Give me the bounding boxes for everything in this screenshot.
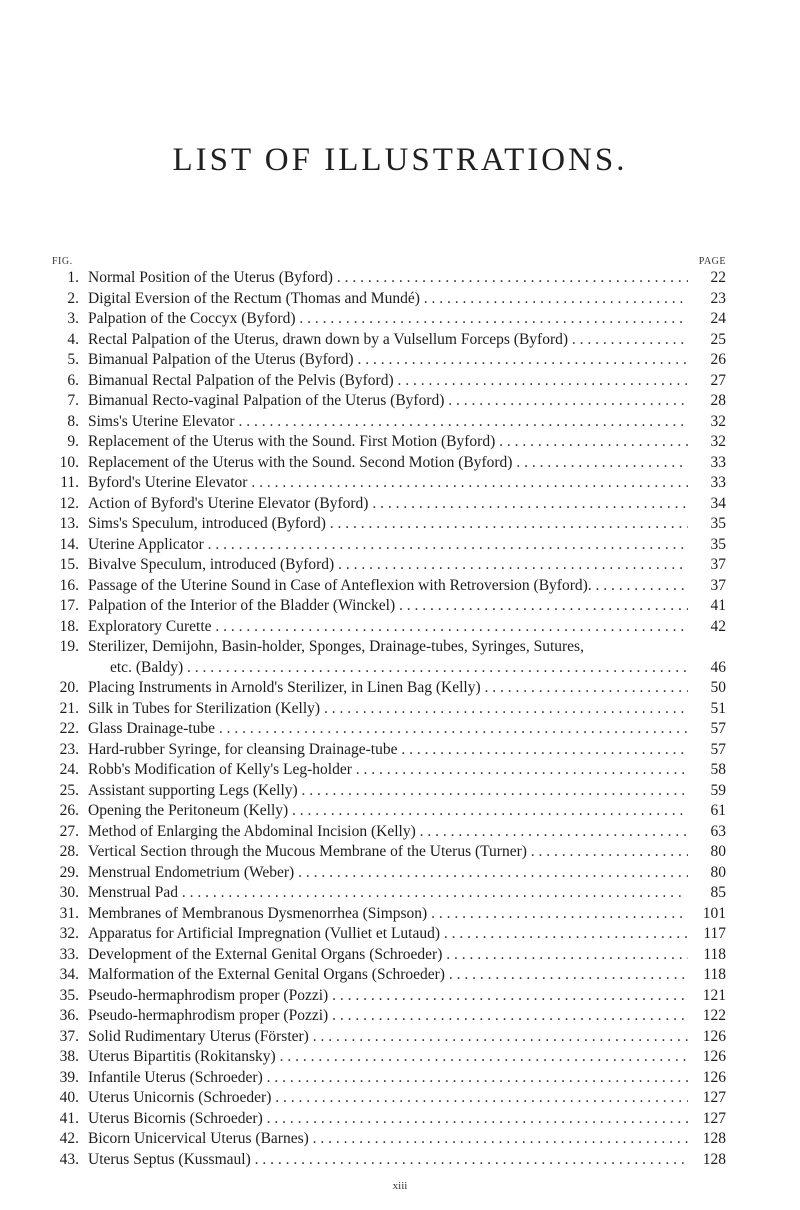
figure-title-text: Uterine Applicator — [88, 535, 204, 553]
figure-number: 23. — [59, 740, 79, 758]
dot-leader — [394, 372, 726, 389]
figure-title — [88, 1027, 726, 1048]
list-item — [0, 371, 800, 392]
page-ref: 128 — [688, 1150, 726, 1171]
list-item — [0, 617, 800, 638]
dot-leader — [333, 269, 726, 286]
list-item — [0, 904, 800, 925]
figure-number: 40. — [59, 1089, 79, 1106]
page-ref: 117 — [688, 924, 726, 945]
dot-leader — [251, 1151, 726, 1168]
figure-number: 34. — [59, 966, 79, 983]
figure-title-text: Placing Instruments in Arnold's Sterilizer, in Linen Bag (Kelly) — [88, 679, 481, 696]
figure-number: 37. — [59, 1027, 79, 1045]
page-ref: 32 — [688, 432, 726, 453]
dot-leader — [295, 310, 726, 327]
figure-title — [88, 740, 726, 761]
dot-leader — [263, 1110, 726, 1127]
figure-title-text: Malformation of the External Genital Organs (Schroeder) — [88, 966, 445, 983]
list-item — [0, 1088, 800, 1109]
list-item — [0, 268, 800, 289]
page-ref: 41 — [688, 596, 726, 617]
dot-leader — [397, 741, 726, 758]
dot-leader — [352, 761, 726, 778]
figure-number: 36. — [59, 1007, 79, 1024]
figure-title — [88, 719, 726, 740]
page-ref: 118 — [688, 965, 726, 986]
figure-title — [88, 494, 726, 515]
page-ref: 61 — [688, 801, 726, 822]
figure-number: 19. — [59, 638, 79, 655]
figure-title-text: Solid Rudimentary Uterus (Förster) — [88, 1027, 309, 1045]
figure-number: 31. — [59, 904, 79, 922]
figure-title — [88, 514, 726, 535]
figure-number: 28. — [59, 843, 79, 860]
page-ref: 57 — [688, 719, 726, 740]
figure-number: 16. — [59, 576, 79, 594]
figure-title — [88, 1088, 726, 1109]
figure-title-text: Apparatus for Artificial Impregnation (Vulliet et Lutaud) — [88, 925, 441, 942]
page-ref: 26 — [688, 350, 726, 371]
page-column-header: PAGE — [698, 256, 726, 267]
figure-title — [88, 350, 726, 371]
page-ref: 42 — [688, 617, 726, 638]
list-item — [0, 309, 800, 330]
figure-number: 17. — [59, 597, 79, 614]
figure-number: 35. — [59, 986, 79, 1004]
figure-title-line-1: Sterilizer, Demijohn, Basin-holder, Sponges, Drainage-tubes, Syringes, Sutures, — [88, 638, 584, 655]
figure-title — [88, 309, 726, 330]
figure-title-text: Normal Position of the Uterus (Byford) — [88, 269, 333, 286]
figure-number: 10. — [59, 453, 79, 471]
figure-title-text: Uterus Bipartitis (Rokitansky) — [88, 1048, 276, 1065]
figure-title — [88, 432, 726, 453]
dot-leader — [183, 659, 687, 676]
figure-number: 26. — [59, 802, 79, 819]
list-item — [0, 555, 800, 576]
figure-title — [88, 1068, 726, 1089]
page-ref: 37 — [688, 555, 726, 576]
dot-leader — [416, 823, 726, 840]
figure-number: 3. — [67, 310, 79, 327]
figure-number: 15. — [59, 556, 79, 573]
figure-title-text: Exploratory Curette — [88, 617, 212, 635]
figure-title — [88, 576, 726, 597]
figure-title — [88, 760, 726, 781]
dot-leader — [178, 884, 682, 901]
figure-number: 9. — [67, 433, 79, 450]
figure-title-text: Menstrual Pad — [88, 884, 178, 901]
list-item — [0, 678, 800, 699]
page-ref: 25 — [688, 330, 726, 351]
figure-title — [88, 924, 726, 945]
figure-number: 20. — [59, 679, 79, 696]
list-item — [0, 576, 800, 597]
dot-leader — [215, 720, 719, 737]
figure-number: 6. — [67, 371, 79, 389]
list-item — [0, 760, 800, 781]
dot-leader — [309, 1028, 726, 1045]
page-ref: 37 — [688, 576, 726, 597]
page-ref: 63 — [688, 822, 726, 843]
figure-title-text: Digital Eversion of the Rectum (Thomas and Mundé) — [88, 289, 420, 307]
figure-title-text: Uterus Septus (Kussmaul) — [88, 1150, 251, 1168]
page-ref: 51 — [688, 699, 726, 720]
figure-title-text: Passage of the Uterine Sound in Case of Anteflexion with Retroversion (Byford). — [88, 576, 592, 594]
figure-title — [88, 473, 726, 494]
dot-leader — [395, 597, 726, 614]
figure-number: 5. — [67, 351, 79, 368]
list-item — [0, 863, 800, 884]
list-item — [0, 781, 800, 802]
dot-leader — [334, 556, 726, 573]
figure-title-text: Silk in Tubes for Sterilization (Kelly) — [88, 699, 321, 717]
figure-title-text: Sims's Speculum, introduced (Byford) — [88, 515, 326, 532]
list-item — [0, 596, 800, 617]
dot-leader — [442, 946, 726, 963]
list-item — [0, 412, 800, 433]
list-item — [0, 1068, 800, 1089]
figure-number: 14. — [59, 535, 79, 553]
page-ref: 127 — [688, 1088, 726, 1109]
page-ref: 35 — [688, 514, 726, 535]
figure-number: 12. — [59, 494, 79, 512]
figure-number: 43. — [59, 1150, 79, 1168]
figure-title — [88, 330, 726, 351]
page-ref: 24 — [688, 309, 726, 330]
list-item — [0, 473, 800, 494]
figure-title — [88, 268, 726, 289]
figure-title — [88, 842, 726, 863]
page-ref: 85 — [688, 883, 726, 904]
figure-title-text: Glass Drainage-tube — [88, 720, 215, 737]
list-item — [0, 1129, 800, 1150]
figure-title — [88, 1006, 726, 1027]
figure-title-text: Palpation of the Coccyx (Byford) — [88, 310, 296, 327]
page-ref: 28 — [688, 391, 726, 412]
dot-leader — [309, 1130, 726, 1147]
page-ref: 23 — [688, 289, 726, 310]
dot-leader — [298, 782, 726, 799]
dot-leader — [427, 905, 726, 922]
figure-number: 13. — [59, 515, 79, 532]
page-ref: 50 — [688, 678, 726, 699]
figure-title — [88, 1047, 726, 1068]
list-item — [0, 719, 800, 740]
illustrations-list — [0, 268, 800, 1170]
page-ref: 101 — [688, 904, 726, 925]
page-ref: 127 — [688, 1109, 726, 1130]
dot-leader — [212, 618, 716, 635]
page-ref: 27 — [688, 371, 726, 392]
page-ref: 126 — [688, 1027, 726, 1048]
figure-title — [88, 822, 726, 843]
list-item — [0, 1109, 800, 1130]
figure-number: 4. — [67, 330, 79, 348]
figure-title-text: Menstrual Endometrium (Weber) — [88, 863, 295, 881]
page-ref: 57 — [688, 740, 726, 761]
dot-leader — [354, 351, 726, 368]
page-title: LIST OF ILLUSTRATIONS. — [172, 142, 628, 178]
list-item — [0, 637, 800, 678]
figure-title — [88, 391, 726, 412]
figure-title — [88, 555, 726, 576]
list-item — [0, 432, 800, 453]
figure-number: 32. — [59, 925, 79, 942]
list-item — [0, 924, 800, 945]
page-ref: 121 — [688, 986, 726, 1007]
page-ref: 80 — [688, 842, 726, 863]
figure-number: 8. — [67, 412, 79, 430]
page-ref: 126 — [688, 1047, 726, 1068]
dot-leader — [444, 392, 726, 409]
figure-title — [88, 596, 726, 617]
figure-title-text: Palpation of the Interior of the Bladder (Winckel) — [88, 597, 396, 614]
figure-title — [88, 1150, 726, 1171]
dot-leader — [204, 536, 708, 553]
figure-title-text: Bimanual Rectal Palpation of the Pelvis (Byford) — [88, 371, 394, 389]
page-ref: 46 — [688, 658, 726, 679]
figure-title-text: Membranes of Membranous Dysmenorrhea (Simpson) — [88, 904, 428, 922]
list-item — [0, 699, 800, 720]
figure-number: 11. — [60, 474, 79, 491]
figure-title-text: Pseudo-hermaphrodism proper (Pozzi) — [88, 986, 329, 1004]
figure-title — [88, 1109, 726, 1130]
dot-leader — [445, 966, 726, 983]
figure-title-text: Byford's Uterine Elevator — [88, 474, 248, 491]
page-ref: 33 — [688, 473, 726, 494]
page-ref: 118 — [688, 945, 726, 966]
figure-number: 39. — [59, 1068, 79, 1086]
figure-title-text: Robb's Modification of Kelly's Leg-holder — [88, 761, 352, 778]
list-item — [0, 986, 800, 1007]
dot-leader — [368, 495, 726, 512]
figure-title — [88, 678, 726, 699]
dot-leader — [288, 802, 726, 819]
list-item — [0, 1027, 800, 1048]
figure-number: 38. — [59, 1048, 79, 1065]
fig-column-header: FIG. — [52, 256, 73, 267]
dot-leader — [420, 290, 726, 307]
dot-leader — [247, 474, 726, 491]
dot-leader — [328, 1007, 726, 1024]
list-item — [0, 453, 800, 474]
figure-title — [88, 453, 726, 474]
figure-number: 25. — [59, 781, 79, 799]
figure-title-text: Development of the External Genital Organs (Schroeder) — [88, 945, 443, 963]
figure-title-text: Bimanual Palpation of the Uterus (Byford) — [88, 351, 354, 368]
figure-title — [88, 781, 726, 802]
list-item — [0, 350, 800, 371]
dot-leader — [294, 864, 726, 881]
figure-title-text: Uterus Unicornis (Schroeder) — [88, 1089, 272, 1106]
dot-leader — [263, 1069, 726, 1086]
figure-title-line-2: etc. (Baldy) — [110, 658, 184, 676]
figure-title — [88, 883, 726, 904]
figure-title-text: Replacement of the Uterus with the Sound. First Motion (Byford) — [88, 433, 496, 450]
figure-number: 22. — [59, 720, 79, 737]
figure-title — [88, 535, 726, 556]
list-item — [0, 965, 800, 986]
list-item — [0, 1006, 800, 1027]
dot-leader — [320, 700, 726, 717]
figure-title — [88, 699, 726, 720]
figure-title — [88, 863, 726, 884]
dot-leader — [271, 1089, 726, 1106]
list-item — [0, 391, 800, 412]
figure-number: 7. — [67, 392, 79, 409]
figure-title-text: Hard-rubber Syringe, for cleansing Drainage-tube — [88, 740, 398, 758]
figure-title-text: Uterus Bicornis (Schroeder) — [88, 1109, 263, 1127]
list-item — [0, 330, 800, 351]
figure-title-text: Vertical Section through the Mucous Membrane of the Uterus (Turner) — [88, 843, 527, 860]
figure-title-text: Action of Byford's Uterine Elevator (Byford) — [88, 494, 369, 512]
figure-title — [88, 945, 726, 966]
figure-title-text: Bivalve Speculum, introduced (Byford) — [88, 556, 335, 573]
figure-title-text: Bicorn Unicervical Uterus (Barnes) — [88, 1130, 309, 1147]
figure-number: 18. — [59, 617, 79, 635]
list-item — [0, 883, 800, 904]
figure-title-text: Opening the Peritoneum (Kelly) — [88, 802, 289, 819]
figure-title — [88, 637, 726, 678]
figure-title — [88, 965, 726, 986]
page-ref: 32 — [688, 412, 726, 433]
page-ref: 22 — [688, 268, 726, 289]
figure-title — [88, 904, 726, 925]
page-number: xiii — [392, 1180, 408, 1192]
list-item — [0, 1150, 800, 1171]
list-item — [0, 740, 800, 761]
figure-number: 41. — [59, 1109, 79, 1127]
figure-number: 21. — [59, 699, 79, 717]
figure-title-text: Bimanual Recto-vaginal Palpation of the Uterus (Byford) — [88, 392, 445, 409]
figure-title — [88, 801, 726, 822]
figure-title — [88, 986, 726, 1007]
figure-title — [88, 412, 726, 433]
figure-number: 29. — [59, 863, 79, 881]
figure-title-text: Assistant supporting Legs (Kelly) — [88, 781, 298, 799]
list-item — [0, 514, 800, 535]
figure-number: 27. — [59, 822, 79, 840]
list-item — [0, 1047, 800, 1068]
figure-title — [88, 1129, 726, 1150]
figure-number: 24. — [59, 761, 79, 778]
list-item — [0, 945, 800, 966]
figure-title-text: Pseudo-hermaphrodism proper (Pozzi) — [88, 1007, 329, 1024]
figure-number: 33. — [59, 945, 79, 963]
figure-title — [88, 617, 726, 638]
list-item — [0, 289, 800, 310]
page-ref: 35 — [688, 535, 726, 556]
page-ref: 33 — [688, 453, 726, 474]
dot-leader — [440, 925, 726, 942]
list-item — [0, 494, 800, 515]
figure-title-text: Method of Enlarging the Abdominal Incision (Kelly) — [88, 822, 416, 840]
figure-title-text: Sims's Uterine Elevator — [88, 412, 235, 430]
page-ref: 126 — [688, 1068, 726, 1089]
dot-leader — [326, 515, 726, 532]
list-item — [0, 822, 800, 843]
page-ref: 34 — [688, 494, 726, 515]
figure-number: 2. — [67, 289, 79, 307]
figure-number: 42. — [59, 1130, 79, 1147]
figure-title-text: Rectal Palpation of the Uterus, drawn down by a Vulsellum Forceps (Byford) — [88, 330, 569, 348]
page-ref: 128 — [688, 1129, 726, 1150]
page-ref: 58 — [688, 760, 726, 781]
list-item — [0, 535, 800, 556]
list-item — [0, 842, 800, 863]
dot-leader — [235, 413, 726, 430]
page-ref: 80 — [688, 863, 726, 884]
dot-leader — [276, 1048, 726, 1065]
dot-leader — [328, 987, 726, 1004]
figure-number: 1. — [67, 269, 79, 286]
list-item — [0, 801, 800, 822]
figure-number: 30. — [59, 884, 79, 901]
figure-title-text: Infantile Uterus (Schroeder) — [88, 1068, 263, 1086]
page-ref: 122 — [688, 1006, 726, 1027]
figure-title — [88, 371, 726, 392]
page-ref: 59 — [688, 781, 726, 802]
figure-title-text: Replacement of the Uterus with the Sound. Second Motion (Byford) — [88, 453, 513, 471]
figure-title — [88, 289, 726, 310]
